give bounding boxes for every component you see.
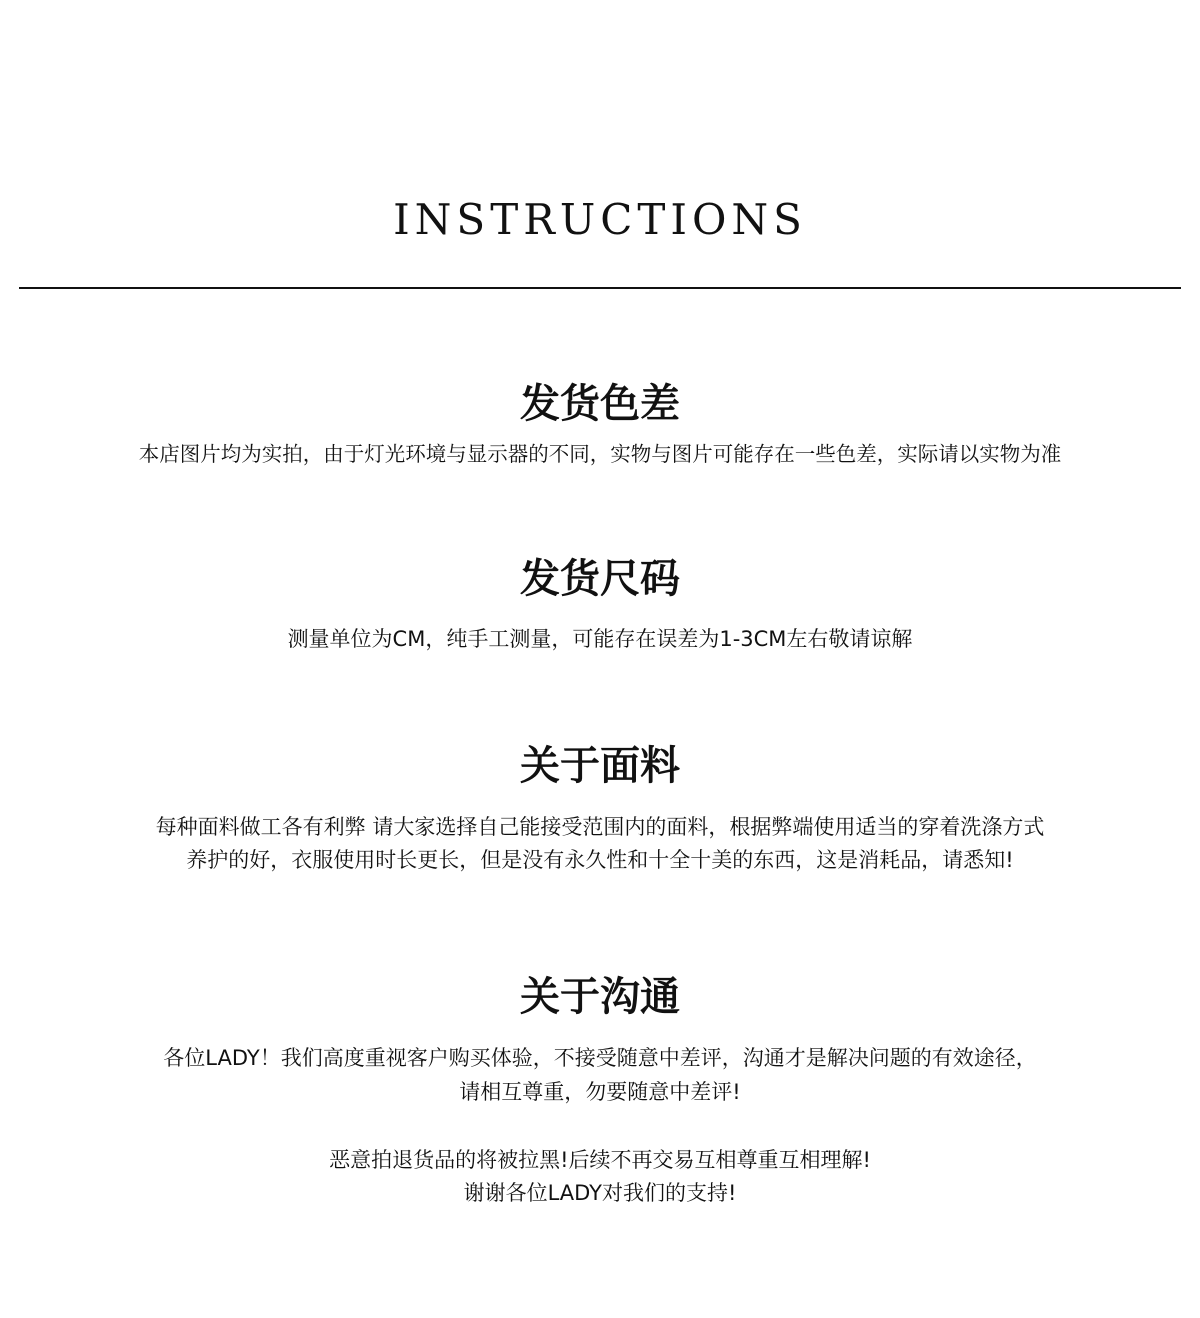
section-text-color-difference: 本店图片均为实拍，由于灯光环境与显示器的不同，实物与图片可能存在一些色差，实际请以实物为准 (138, 442, 1062, 466)
section-text-communication-line-4: 谢谢各位LADY对我们的支持! (463, 1181, 737, 1205)
section-text-size: 测量单位为CM，纯手工测量，可能存在误差为1-3CM左右敬请谅解 (287, 627, 913, 651)
section-heading-size: 发货尺码 (520, 556, 680, 602)
section-heading-communication: 关于沟通 (520, 974, 680, 1020)
section-text-communication-line-1: 各位LADY！我们高度重视客户购买体验，不接受随意中差评，沟通才是解决问题的有效途径， (163, 1046, 1037, 1070)
section-text-fabric-line-1: 每种面料做工各有利弊 请大家选择自己能接受范围内的面料，根据弊端使用适当的穿着洗涤方式 (155, 815, 1045, 839)
section-text-communication-line-2: 请相互尊重，勿要随意中差评! (459, 1080, 741, 1104)
section-text-communication-line-3: 恶意拍退货品的将被拉黑!后续不再交易互相尊重互相理解! (329, 1148, 871, 1172)
section-heading-fabric: 关于面料 (520, 743, 680, 789)
section-text-fabric-line-2: 养护的好，衣服使用时长更长，但是没有永久性和十全十美的东西，这是消耗品，请悉知! (186, 848, 1014, 872)
title-divider (19, 287, 1181, 289)
section-heading-color-difference: 发货色差 (520, 381, 680, 427)
page-title: INSTRUCTIONS (393, 195, 807, 244)
